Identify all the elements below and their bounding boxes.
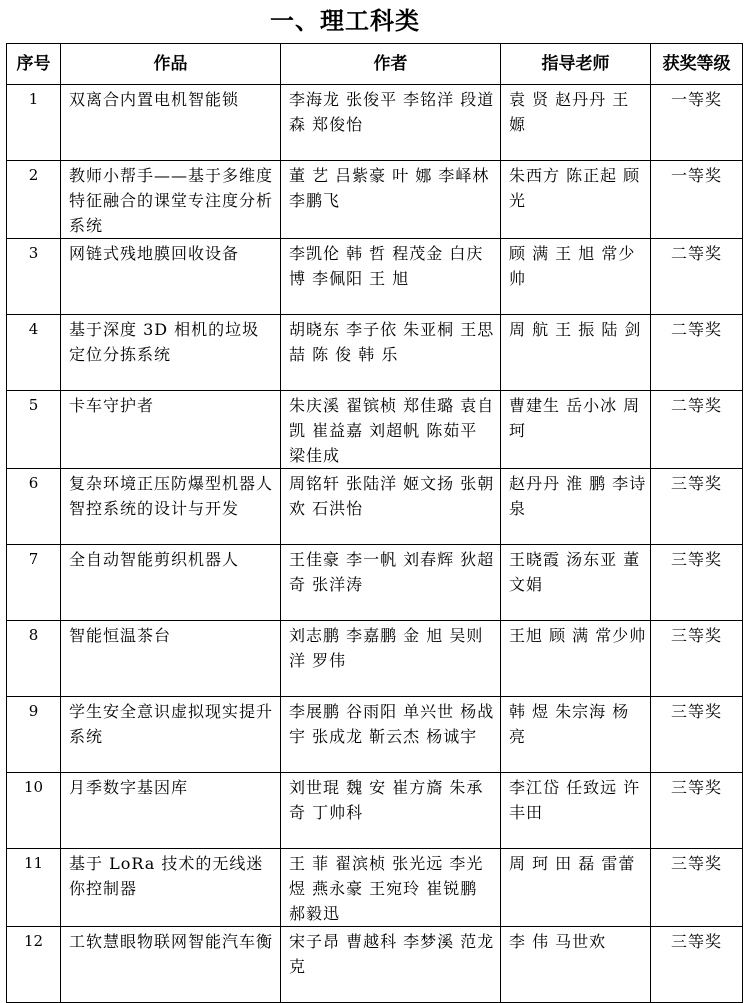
cell-no: 10: [7, 773, 61, 849]
cell-authors: 胡晓东 李子依 朱亚桐 王思喆 陈 俊 韩 乐: [281, 315, 501, 391]
cell-advisors: 袁 贤 赵丹丹 王 嫄: [501, 85, 651, 161]
table-row: [7, 391, 743, 469]
cell-award: 三等奖: [651, 927, 743, 1003]
cell-work: 基于 LoRa 技术的无线迷你控制器: [61, 849, 281, 927]
cell-no: 5: [7, 391, 61, 469]
cell-authors: 宋子昂 曹越科 李梦溪 范龙克: [281, 927, 501, 1003]
cell-work: 工软慧眼物联网智能汽车衡: [61, 927, 281, 1003]
table-row: [7, 315, 743, 391]
table-row: [7, 239, 743, 315]
table-row: [7, 773, 743, 849]
cell-award: 二等奖: [651, 315, 743, 391]
cell-work: 复杂环境正压防爆型机器人智控系统的设计与开发: [61, 469, 281, 545]
cell-no: 4: [7, 315, 61, 391]
cell-no: 3: [7, 239, 61, 315]
cell-authors: 董 艺 吕紫豪 叶 娜 李峄林 李鹏飞: [281, 161, 501, 239]
cell-award: 二等奖: [651, 239, 743, 315]
cell-advisors: 李 伟 马世欢: [501, 927, 651, 1003]
cell-advisors: 李江岱 任致远 许丰田: [501, 773, 651, 849]
cell-authors: 朱庆溪 翟镔桢 郑佳璐 袁自凯 崔益嘉 刘超帆 陈茹平 梁佳成: [281, 391, 501, 469]
table-row: [7, 697, 743, 773]
cell-authors: 李展鹏 谷雨阳 单兴世 杨战宇 张成龙 靳云杰 杨诚宇: [281, 697, 501, 773]
cell-work: 网链式残地膜回收设备: [61, 239, 281, 315]
header-work: 作品: [61, 44, 281, 85]
table-row: [7, 85, 743, 161]
cell-no: 8: [7, 621, 61, 697]
cell-no: 7: [7, 545, 61, 621]
cell-work: 卡车守护者: [61, 391, 281, 469]
cell-advisors: 顾 满 王 旭 常少帅: [501, 239, 651, 315]
cell-award: 三等奖: [651, 849, 743, 927]
cell-award: 三等奖: [651, 773, 743, 849]
cell-award: 一等奖: [651, 85, 743, 161]
awards-table: [6, 43, 743, 1003]
cell-work: 教师小帮手——基于多维度特征融合的课堂专注度分析系统: [61, 161, 281, 239]
table-row: [7, 545, 743, 621]
cell-no: 2: [7, 161, 61, 239]
header-authors: 作者: [281, 44, 501, 85]
cell-advisors: 周 航 王 振 陆 剑: [501, 315, 651, 391]
cell-advisors: 朱西方 陈正起 顾 光: [501, 161, 651, 239]
cell-advisors: 赵丹丹 淮 鹏 李诗泉: [501, 469, 651, 545]
header-advisors: 指导老师: [501, 44, 651, 85]
cell-work: 智能恒温茶台: [61, 621, 281, 697]
table-row: [7, 849, 743, 927]
cell-authors: 王佳豪 李一帆 刘春辉 狄超奇 张洋涛: [281, 545, 501, 621]
cell-advisors: 王旭 顾 满 常少帅: [501, 621, 651, 697]
cell-authors: 刘世琨 魏 安 崔方旖 朱承奇 丁帅科: [281, 773, 501, 849]
page-title: 一、理工科类: [270, 6, 420, 35]
cell-no: 6: [7, 469, 61, 545]
cell-authors: 李凯伦 韩 哲 程茂金 白庆博 李佩阳 王 旭: [281, 239, 501, 315]
cell-award: 三等奖: [651, 621, 743, 697]
header-award: 获奖等级: [651, 44, 743, 85]
header-no: 序号: [7, 44, 61, 85]
table-row: [7, 469, 743, 545]
cell-award: 一等奖: [651, 161, 743, 239]
cell-advisors: 韩 煜 朱宗海 杨 亮: [501, 697, 651, 773]
cell-award: 二等奖: [651, 391, 743, 469]
table-row: [7, 161, 743, 239]
cell-authors: 李海龙 张俊平 李铭洋 段道森 郑俊怡: [281, 85, 501, 161]
cell-award: 三等奖: [651, 469, 743, 545]
cell-authors: 刘志鹏 李嘉鹏 金 旭 吴则洋 罗伟: [281, 621, 501, 697]
cell-authors: 周铭轩 张陆洋 姬文扬 张朝欢 石洪怡: [281, 469, 501, 545]
cell-award: 三等奖: [651, 697, 743, 773]
cell-award: 三等奖: [651, 545, 743, 621]
cell-work: 基于深度 3D 相机的垃圾定位分拣系统: [61, 315, 281, 391]
cell-no: 1: [7, 85, 61, 161]
cell-advisors: 周 珂 田 磊 雷蕾: [501, 849, 651, 927]
cell-advisors: 曹建生 岳小冰 周 珂: [501, 391, 651, 469]
table-row: [7, 621, 743, 697]
cell-advisors: 王晓霞 汤东亚 董文娟: [501, 545, 651, 621]
cell-no: 12: [7, 927, 61, 1003]
table-header-row: [7, 44, 743, 85]
cell-no: 11: [7, 849, 61, 927]
cell-work: 双离合内置电机智能锁: [61, 85, 281, 161]
table-row: [7, 927, 743, 1003]
cell-work: 月季数字基因库: [61, 773, 281, 849]
cell-work: 学生安全意识虚拟现实提升系统: [61, 697, 281, 773]
cell-no: 9: [7, 697, 61, 773]
cell-authors: 王 菲 翟滨桢 张光远 李光煜 燕永豪 王宛玲 崔锐鹏 郝毅迅: [281, 849, 501, 927]
cell-work: 全自动智能剪织机器人: [61, 545, 281, 621]
